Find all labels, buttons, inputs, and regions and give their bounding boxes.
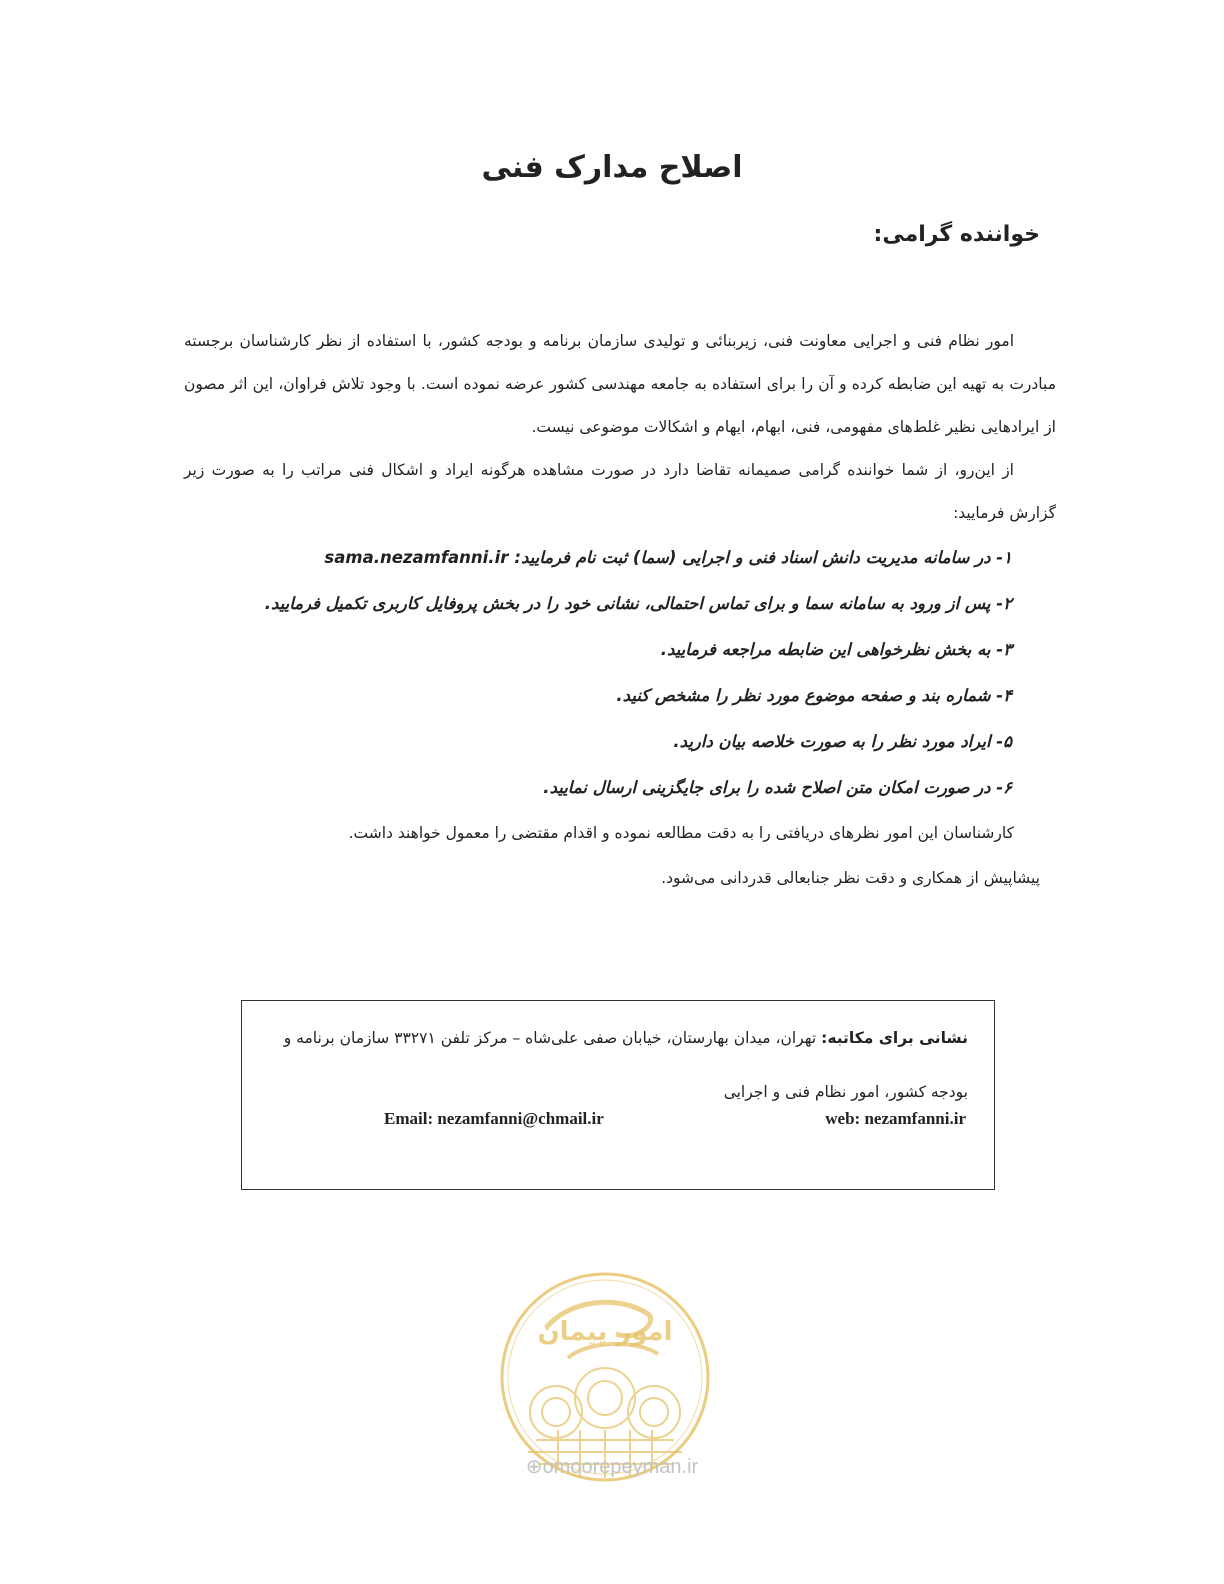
watermark (0, 1454, 1224, 1479)
address-line-2: بودجه کشور، امور نظام فنی و اجرایی (723, 1083, 968, 1101)
watermark-text: omoorepeyman.ir (542, 1456, 699, 1478)
step-item: ۴- شماره بند و صفحه موضوع مورد نظر را مشخص کنید. (616, 686, 1012, 705)
omoorepeyman-seal-logo (498, 1270, 712, 1484)
greeting: خواننده گرامی: (873, 222, 1040, 247)
web-address[interactable]: web: nezamfanni.ir (825, 1109, 966, 1128)
address-text (262, 1011, 968, 1119)
step-item: ۲- پس از ورود به سامانه سما و برای تماس احتمالی، نشانی خود را در بخش پروفایل کاربری تکمیل فرمایید. (264, 594, 1012, 613)
address-box (241, 1000, 995, 1190)
step-item: ۳- به بخش نظرخواهی این ضابطه مراجعه فرمایید. (660, 640, 1012, 659)
email-address[interactable]: Email: nezamfanni@chmail.ir (384, 1109, 604, 1128)
thanks-paragraph: پیشاپیش از همکاری و دقت نظر جنابعالی قدردانی می‌شود. (661, 869, 1040, 887)
page-title: اصلاح مدارک فنی (481, 150, 743, 185)
globe-icon: ⊕ (525, 1456, 543, 1478)
steps-list (184, 535, 1056, 811)
closing-text (184, 811, 1056, 901)
step-item: ۶- در صورت امکان متن اصلاح شده را برای جایگزینی ارسال نمایید. (543, 778, 1012, 797)
address-label: نشانی برای مکاتبه: (821, 1029, 968, 1047)
step-text: ۱- در سامانه مدیریت دانش اسناد فنی و اجرایی (سما) ثبت نام فرمایید: (514, 548, 1012, 567)
step-item: ۵- ایراد مورد نظر را به صورت خلاصه بیان دارید. (673, 732, 1012, 751)
step-item (184, 535, 1056, 581)
sama-link[interactable]: sama.nezamfanni.ir (324, 548, 509, 567)
seal-text: امور پیمان (537, 1317, 673, 1347)
closing-paragraph: کارشناسان این امور نظرهای دریافتی را به دقت مطالعه نموده و اقدام مقتضی را معمول خواهند داشت. (348, 824, 1014, 842)
request-paragraph: از این‌رو، از شما خواننده گرامی صمیمانه تقاضا دارد در صورت مشاهده هرگونه ایراد و اشکال فنی مراتب را به صورت زیر گزارش فرمایید: (184, 461, 1056, 522)
intro-paragraph: امور نظام فنی و اجرایی معاونت فنی، زیربنائی و تولیدی سازمان برنامه و بودجه کشور، با استفاده از نظر کارشناسان برجسته مبادرت به تهیه این ضابطه کرده و آن را برای استفاده به جامعه مهندسی کشور عرضه نموده است. با وجود تلاش فراوان، این اثر مصون از ایرادهایی نظیر غلط‌های مفهومی، فنی، ابهام، ایهام و اشکالات موضوعی نیست. (184, 332, 1056, 436)
address-line-1: تهران، میدان بهارستان، خیابان صفی علی‌شاه – مرکز تلفن ۳۳۲۷۱ سازمان برنامه و (283, 1029, 817, 1047)
body-text (184, 320, 1056, 901)
